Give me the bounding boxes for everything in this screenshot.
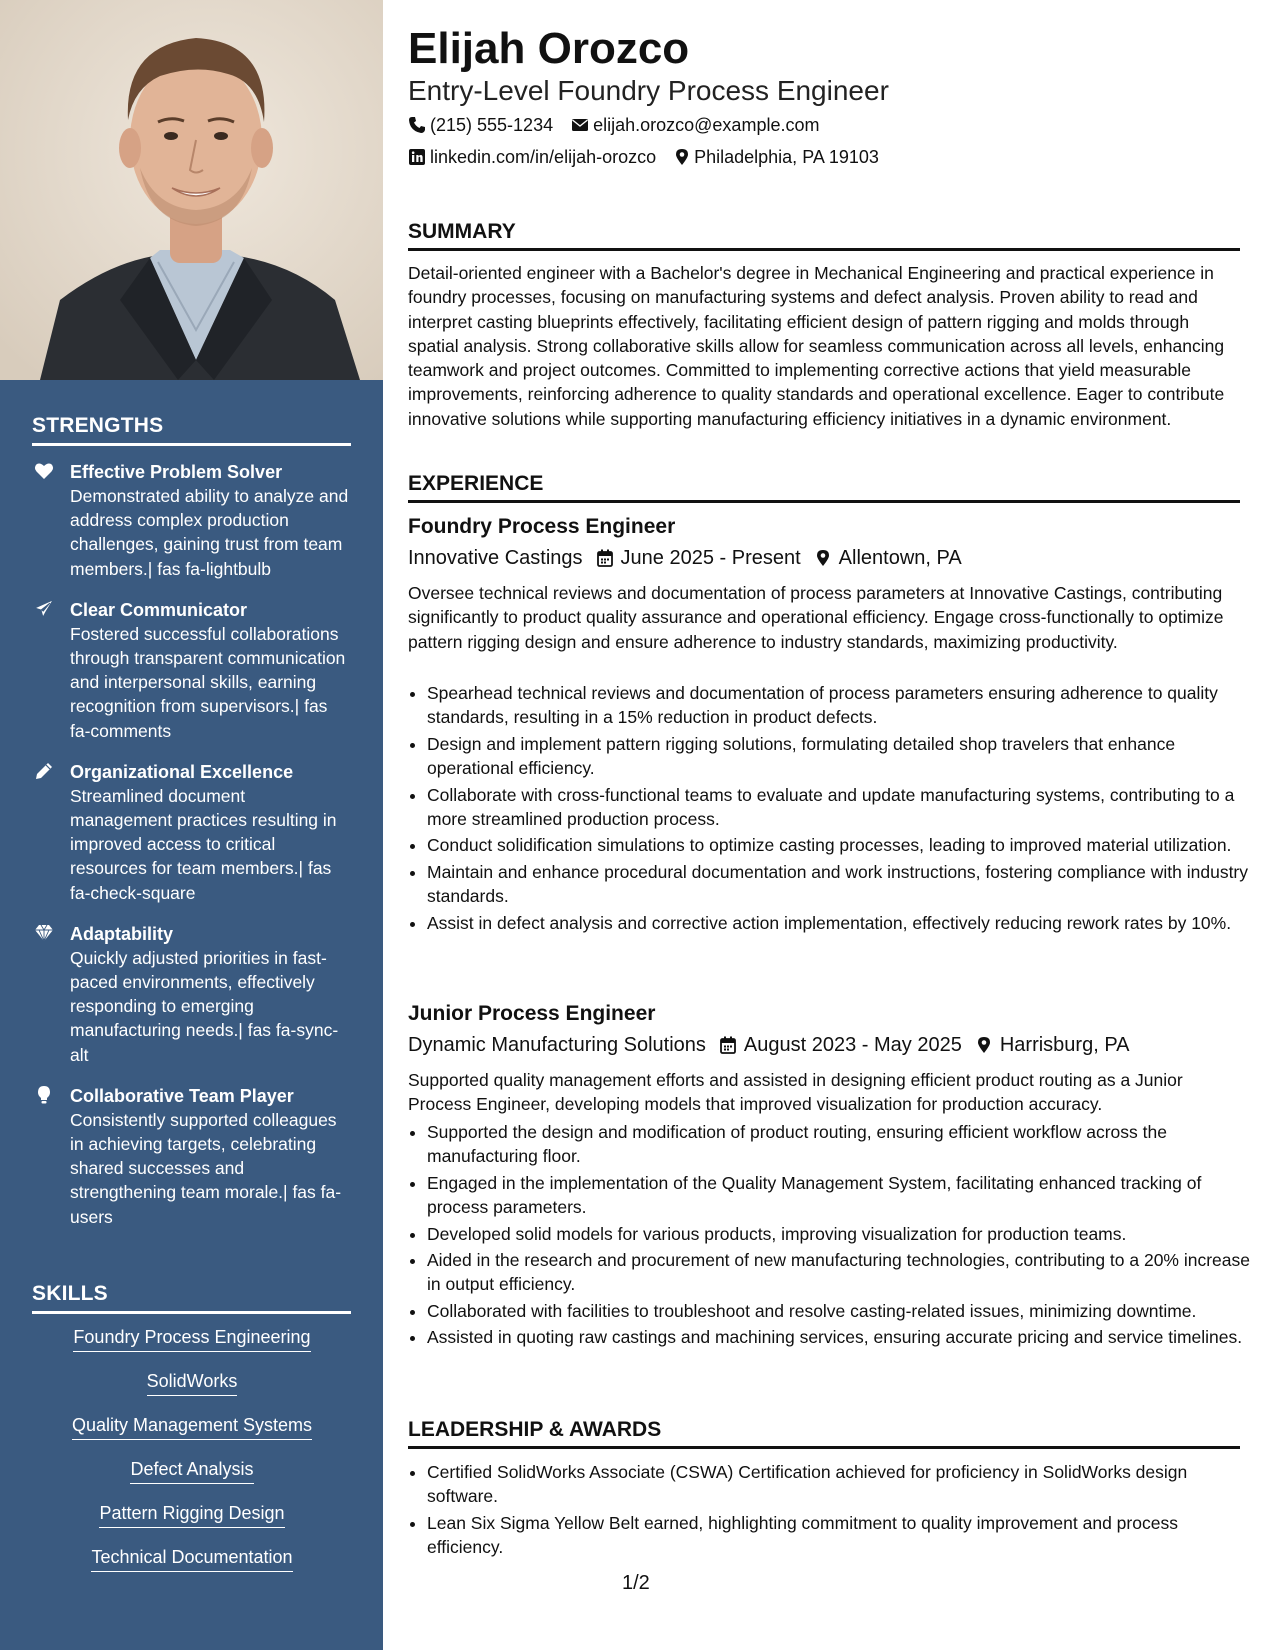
company-name: Innovative Castings (408, 547, 583, 569)
bullet-item: • Aided in the research and procurement of new manufacturing technologies, contributing to a 20% increase in output efficiency. (427, 1248, 1259, 1297)
strength-description: Fostered successful collaborations through transparent communication and interpersonal skills, earning recognition from supervisors.| fas fa-comments (70, 623, 346, 741)
strength-description: Streamlined document management practices resulting in improved access to critical resources for team members.| fas fa-check-square (70, 785, 337, 903)
strength-item (32, 760, 352, 905)
bullet-item: • Assisted in quoting raw castings and machining services, ensuring accurate pricing and service timelines. (427, 1325, 1259, 1349)
profile-photo (0, 0, 383, 380)
strength-title: Adaptability (70, 923, 174, 944)
map-marker-icon (976, 1036, 992, 1054)
bullet-item: • Collaborated with facilities to troubleshoot and resolve casting-related issues, minimizing downtime. (427, 1299, 1259, 1323)
job-location: Allentown, PA (838, 547, 962, 569)
skill-tag: Technical Documentation (91, 1545, 292, 1572)
job-meta (408, 545, 962, 571)
contact-row (408, 145, 897, 169)
experience-heading: EXPERIENCE (408, 472, 1240, 503)
strength-item (32, 460, 352, 581)
strength-description: Consistently supported colleagues in achieving targets, celebrating shared successes and strengthening team morale.| fas fa-users (70, 1109, 342, 1227)
map-marker-icon (674, 148, 690, 166)
strength-item (32, 598, 352, 743)
lightbulb-icon (34, 1085, 54, 1105)
candidate-title: Entry-Level Foundry Process Engineer (408, 75, 889, 106)
heart-icon (34, 461, 54, 481)
bullet-item: • Collaborate with cross-functional teams to evaluate and update manufacturing systems, contributing to a more streamlined production process. (427, 783, 1259, 832)
phone-contact[interactable] (408, 113, 553, 137)
leadership-bullets (408, 1460, 1259, 1562)
email-address: elijah.orozco@example.com (593, 115, 820, 135)
location-text: Philadelphia, PA 19103 (694, 147, 879, 167)
bullet-item: • Lean Six Sigma Yellow Belt earned, highlighting commitment to quality improvement and process efficiency. (427, 1511, 1259, 1560)
calendar-icon (597, 549, 613, 567)
bullet-item: • Supported the design and modification of product routing, ensuring efficient workflow across the manufacturing floor. (427, 1120, 1259, 1169)
skills-heading: SKILLS (32, 1282, 351, 1314)
email-contact[interactable] (571, 113, 819, 137)
linkedin-contact[interactable] (408, 145, 656, 169)
sidebar (0, 0, 383, 1650)
bullet-item: • Developed solid models for various products, improving visualization for production teams. (427, 1222, 1259, 1246)
job-dates: August 2023 - May 2025 (743, 1034, 962, 1056)
bullet-item: • Maintain and enhance procedural documentation and work instructions, fostering compliance with industry standards. (427, 860, 1259, 909)
contact-row (408, 113, 837, 137)
portrait-image (0, 0, 383, 380)
map-marker-icon (815, 549, 831, 567)
calendar-icon (720, 1036, 736, 1054)
strength-item (32, 922, 352, 1067)
job-meta (408, 1032, 1130, 1058)
envelope-icon (571, 116, 589, 134)
skill-tag: Foundry Process Engineering (73, 1325, 310, 1352)
linkedin-icon (408, 148, 426, 166)
skill-tag: Pattern Rigging Design (99, 1501, 284, 1528)
page-number: 1/2 (622, 1572, 650, 1594)
job-bullets (408, 1120, 1259, 1352)
strength-description: Quickly adjusted priorities in fast-paced environments, effectively responding to emerging manufacturing needs.| fas fa-sync-alt (70, 947, 339, 1065)
strength-description: Demonstrated ability to analyze and address complex production challenges, gaining trust from team members.| fas fa-lightbulb (70, 486, 349, 579)
paper-plane-icon (34, 599, 54, 619)
job-description: Oversee technical reviews and documentation of process parameters at Innovative Castings, contributing significantly to product quality assurance and operational efficiency. Engage cross-functionally to optimize pattern rigging design and ensure adherence to industry standards, maximizing productivity. (408, 583, 1224, 652)
bullet-item: • Engaged in the implementation of the Quality Management System, facilitating enhanced tracking of process parameters. (427, 1171, 1259, 1220)
candidate-name: Elijah Orozco (408, 24, 690, 73)
skill-tag: SolidWorks (147, 1369, 238, 1396)
strength-item (32, 1084, 352, 1229)
job-bullets (408, 681, 1259, 937)
skill-tag: Defect Analysis (130, 1457, 253, 1484)
job-location: Harrisburg, PA (999, 1034, 1130, 1056)
strength-title: Effective Problem Solver (70, 462, 283, 482)
strengths-list (32, 460, 352, 1246)
summary-text: Detail-oriented engineer with a Bachelor's degree in Mechanical Engineering and practical experience in foundry processes, focusing on manufacturing systems and defect analysis. Proven ability to read and interpret casting blueprints effectively, facilitating efficient design of pattern rigging and molds through spatial analysis. Strong collaborative skills allow for seamless communication across all levels, enhancing teamwork and project outcomes. Committed to implementing corrective actions that yield measurable improvements, reinforcing adherence to quality standards and operational excellence. Eager to contribute innovative solutions while supporting manufacturing efficiency initiatives in a dynamic environment. (408, 263, 1225, 429)
company-name: Dynamic Manufacturing Solutions (408, 1034, 706, 1056)
strength-title: Collaborative Team Player (70, 1085, 294, 1106)
job-role: Foundry Process Engineer (408, 515, 676, 538)
bullet-item: • Certified SolidWorks Associate (CSWA) Certification achieved for proficiency in SolidWorks design software. (427, 1460, 1259, 1509)
strength-title: Organizational Excellence (70, 761, 294, 782)
job-description: Supported quality management efforts and assisted in designing efficient product routing as a Junior Process Engineer, developing models that improved visualization for production accuracy. (408, 1070, 1183, 1115)
phone-icon (408, 116, 426, 134)
gem-icon (34, 923, 54, 943)
bullet-item: • Spearhead technical reviews and documentation of process parameters ensuring adherence to quality standards, resulting in a 15% reduction in product defects. (427, 681, 1259, 730)
leadership-heading: LEADERSHIP & AWARDS (408, 1418, 1240, 1449)
job-role: Junior Process Engineer (408, 1002, 656, 1025)
strengths-heading: STRENGTHS (32, 414, 351, 446)
pencil-icon (34, 761, 54, 781)
bullet-item: • Conduct solidification simulations to optimize casting processes, leading to improved material utilization. (427, 833, 1259, 857)
phone-number: (215) 555-1234 (430, 115, 554, 135)
linkedin-url: linkedin.com/in/elijah-orozco (430, 147, 657, 167)
bullet-item: • Design and implement pattern rigging solutions, formulating detailed shop travelers that enhance operational efficiency. (427, 732, 1259, 781)
summary-heading: SUMMARY (408, 220, 1240, 251)
skills-list (32, 1325, 352, 1589)
location-contact (674, 145, 879, 169)
bullet-item: • Assist in defect analysis and corrective action implementation, effectively reducing rework rates by 10%. (427, 911, 1259, 935)
skill-tag: Quality Management Systems (72, 1413, 312, 1440)
job-dates: June 2025 - Present (620, 547, 801, 569)
strength-title: Clear Communicator (70, 599, 248, 620)
